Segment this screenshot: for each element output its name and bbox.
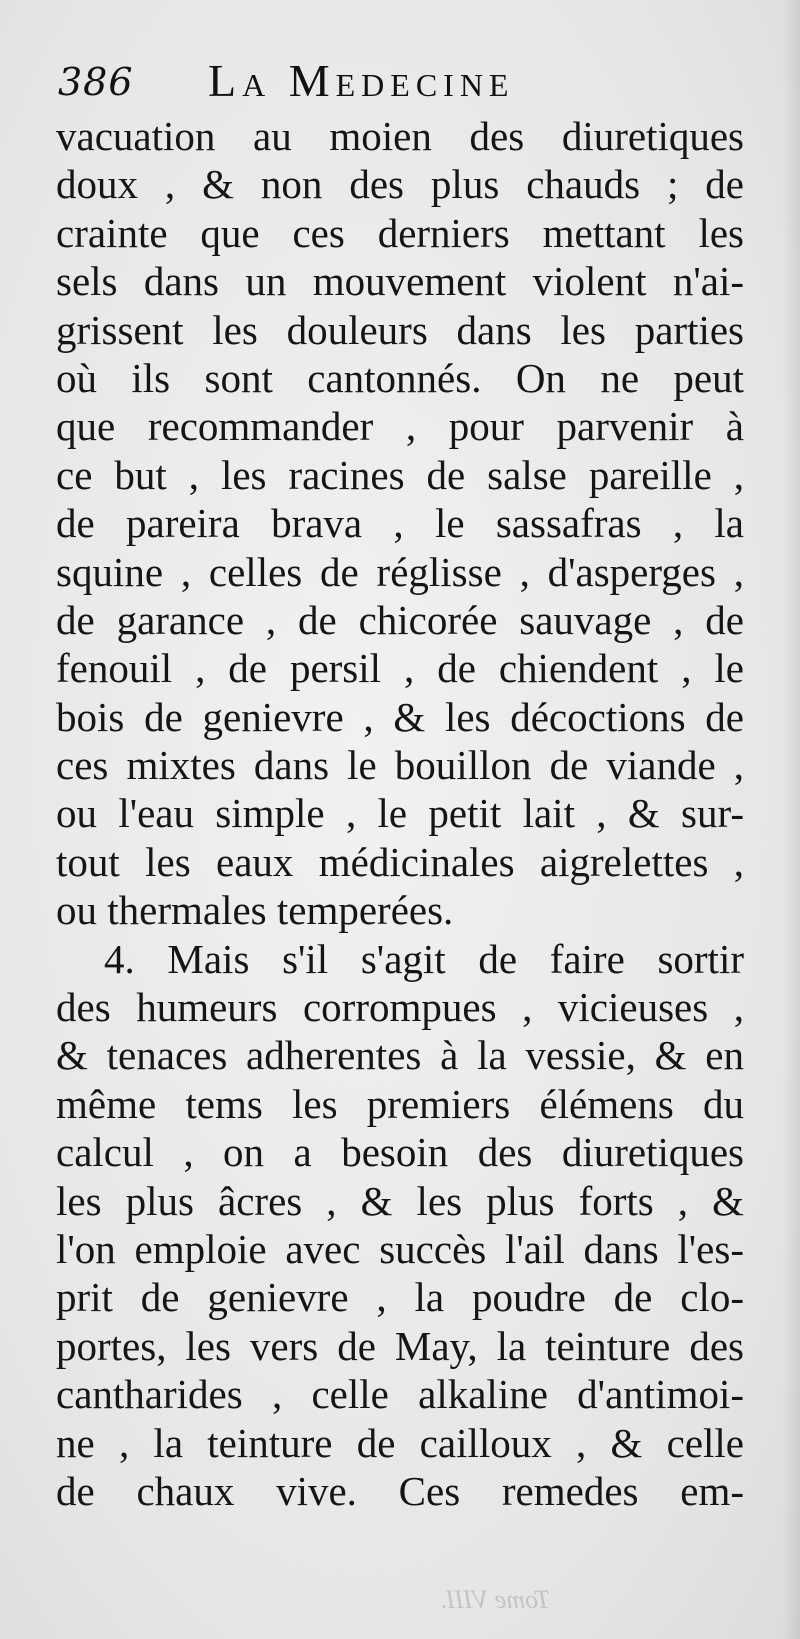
text-line: doux , & non des plus chauds ; de bbox=[56, 161, 744, 208]
text-line: ou l'eau simple , le petit lait , & sur- bbox=[56, 790, 744, 837]
text-line: prit de genievre , la poudre de clo- bbox=[56, 1274, 744, 1321]
text-line: cantharides , celle alkaline d'antimoi- bbox=[56, 1371, 744, 1418]
text-line: 4. Mais s'il s'agit de faire sortir bbox=[104, 935, 744, 982]
text-line: fenouil , de persil , de chiendent , le bbox=[56, 645, 744, 692]
text-line: que recommander , pour parvenir à bbox=[56, 403, 744, 450]
text-line: tout les eaux médicinales aigrelettes , bbox=[56, 838, 744, 885]
text-line: de chaux vive. Ces remedes em- bbox=[56, 1467, 744, 1514]
text-line: des humeurs corrompues , vicieuses , bbox=[56, 984, 744, 1031]
text-line: & tenaces adherentes à la vessie, & en bbox=[56, 1032, 744, 1079]
page-number: 386 bbox=[58, 60, 134, 104]
page-header bbox=[58, 52, 758, 108]
text-line: où ils sont cantonnés. On ne peut bbox=[56, 354, 744, 401]
text-line: ne , la teinture de cailloux , & celle bbox=[56, 1419, 744, 1466]
running-title: La Medecine bbox=[208, 55, 515, 106]
text-line: même tems les premiers élémens du bbox=[56, 1080, 744, 1127]
text-line: grissent les douleurs dans les parties bbox=[56, 306, 744, 353]
text-line: ces mixtes dans le bouillon de viande , bbox=[56, 742, 744, 789]
text-line: vacuation au moien des diuretiques bbox=[56, 113, 744, 159]
text-line: bois de genievre , & les décoctions de bbox=[56, 693, 744, 740]
text-line: sels dans un mouvement violent n'ai- bbox=[56, 258, 744, 305]
text-line: portes, les vers de May, la teinture des bbox=[56, 1322, 744, 1369]
text-line: l'on emploie avec succès l'ail dans l'es- bbox=[56, 1225, 744, 1272]
text-line: ce but , les racines de salse pareille , bbox=[56, 451, 744, 498]
text-line: de garance , de chicorée sauvage , de bbox=[56, 596, 744, 643]
text-line: squine , celles de réglisse , d'asperges , bbox=[56, 548, 744, 595]
bleed-through-text: Tome VIII. bbox=[440, 1585, 551, 1614]
text-line: ou thermales temperées. bbox=[56, 887, 454, 934]
text-line: crainte que ces derniers mettant les bbox=[56, 209, 744, 256]
text-line: calcul , on a besoin des diuretiques bbox=[56, 1129, 744, 1176]
text-line: de pareira brava , le sassafras , la bbox=[56, 500, 744, 547]
body-text bbox=[56, 112, 744, 1515]
text-line: les plus âcres , & les plus forts , & bbox=[56, 1177, 744, 1224]
